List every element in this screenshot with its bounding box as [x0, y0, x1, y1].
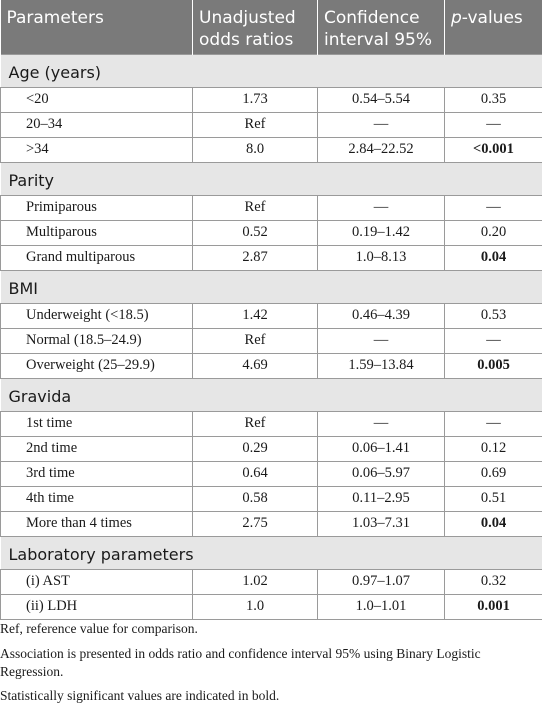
- p-value-cell: <0.001: [445, 137, 542, 162]
- footnote-association-line1: Association is presented in odds ratio and confidence interval 95% using Binary Logistic: [0, 646, 481, 661]
- section-title: Parity: [1, 162, 542, 195]
- footnote-significance: Statistically significant values are indicated in bold.: [0, 688, 280, 703]
- table-row: [1, 569, 542, 594]
- parameter-cell: <20: [1, 87, 193, 112]
- header-parameters: Parameters: [1, 0, 193, 54]
- section-row: [1, 536, 542, 569]
- section-title: Age (years): [1, 54, 542, 87]
- header-confidence-interval: Confidence interval 95%: [318, 0, 445, 54]
- confidence-interval-cell: 0.19–1.42: [318, 220, 445, 245]
- p-value-cell: —: [445, 112, 542, 137]
- p-value-cell: 0.005: [445, 353, 542, 378]
- table-row: [1, 112, 542, 137]
- odds-ratio-cell: 1.02: [193, 569, 318, 594]
- parameter-cell: (ii) LDH: [1, 594, 193, 619]
- table-row: [1, 195, 542, 220]
- confidence-interval-cell: 0.11–2.95: [318, 486, 445, 511]
- header-p-values: p-values: [445, 0, 542, 54]
- section-title: Gravida: [1, 378, 542, 411]
- odds-ratio-cell: 0.64: [193, 461, 318, 486]
- table-row: [1, 220, 542, 245]
- odds-ratio-cell: 1.73: [193, 87, 318, 112]
- odds-ratio-cell: Ref: [193, 195, 318, 220]
- section-row: [1, 54, 542, 87]
- confidence-interval-cell: 0.97–1.07: [318, 569, 445, 594]
- table-row: [1, 328, 542, 353]
- section-title: BMI: [1, 270, 542, 303]
- p-value-cell: 0.001: [445, 594, 542, 619]
- confidence-interval-cell: 1.59–13.84: [318, 353, 445, 378]
- table-row: [1, 245, 542, 270]
- parameter-cell: Underweight (<18.5): [1, 303, 193, 328]
- p-value-cell: 0.32: [445, 569, 542, 594]
- parameter-cell: Normal (18.5–24.9): [1, 328, 193, 353]
- odds-ratio-cell: 1.42: [193, 303, 318, 328]
- header-row: [1, 0, 542, 54]
- confidence-interval-cell: 1.0–8.13: [318, 245, 445, 270]
- p-value-cell: —: [445, 328, 542, 353]
- confidence-interval-cell: 0.06–5.97: [318, 461, 445, 486]
- odds-ratio-cell: Ref: [193, 112, 318, 137]
- parameter-cell: 4th time: [1, 486, 193, 511]
- parameter-cell: 20–34: [1, 112, 193, 137]
- odds-ratio-cell: 1.0: [193, 594, 318, 619]
- parameter-cell: 2nd time: [1, 436, 193, 461]
- footnote-ref: Ref, reference value for comparison.: [0, 621, 198, 636]
- p-value-cell: 0.04: [445, 511, 542, 536]
- confidence-interval-cell: 1.0–1.01: [318, 594, 445, 619]
- section-row: [1, 378, 542, 411]
- p-value-cell: 0.04: [445, 245, 542, 270]
- confidence-interval-cell: 1.03–7.31: [318, 511, 445, 536]
- odds-ratio-cell: 0.29: [193, 436, 318, 461]
- parameter-cell: Grand multiparous: [1, 245, 193, 270]
- odds-ratio-cell: Ref: [193, 328, 318, 353]
- table-row: [1, 303, 542, 328]
- parameter-cell: Overweight (25–29.9): [1, 353, 193, 378]
- confidence-interval-cell: —: [318, 411, 445, 436]
- p-value-cell: 0.20: [445, 220, 542, 245]
- table-row: [1, 353, 542, 378]
- odds-ratio-cell: 0.52: [193, 220, 318, 245]
- p-value-cell: 0.35: [445, 87, 542, 112]
- parameter-cell: Primiparous: [1, 195, 193, 220]
- parameter-cell: >34: [1, 137, 193, 162]
- table-row: [1, 594, 542, 619]
- confidence-interval-cell: 0.06–1.41: [318, 436, 445, 461]
- table-row: [1, 511, 542, 536]
- confidence-interval-cell: 0.46–4.39: [318, 303, 445, 328]
- odds-ratio-cell: Ref: [193, 411, 318, 436]
- p-value-cell: 0.69: [445, 461, 542, 486]
- confidence-interval-cell: 0.54–5.54: [318, 87, 445, 112]
- parameter-cell: Multiparous: [1, 220, 193, 245]
- odds-ratio-cell: 2.75: [193, 511, 318, 536]
- parameter-cell: 1st time: [1, 411, 193, 436]
- p-value-cell: —: [445, 195, 542, 220]
- table-header: [1, 0, 542, 54]
- table-row: [1, 486, 542, 511]
- p-value-cell: 0.53: [445, 303, 542, 328]
- odds-ratio-cell: 8.0: [193, 137, 318, 162]
- header-odds-ratios: Unadjusted odds ratios: [193, 0, 318, 54]
- confidence-interval-cell: 2.84–22.52: [318, 137, 445, 162]
- table-row: [1, 87, 542, 112]
- p-value-cell: —: [445, 411, 542, 436]
- odds-ratio-cell: 2.87: [193, 245, 318, 270]
- confidence-interval-cell: —: [318, 112, 445, 137]
- confidence-interval-cell: —: [318, 328, 445, 353]
- table-body: [1, 54, 542, 619]
- p-value-cell: 0.51: [445, 486, 542, 511]
- p-value-cell: 0.12: [445, 436, 542, 461]
- parameter-cell: More than 4 times: [1, 511, 193, 536]
- section-title: Laboratory parameters: [1, 536, 542, 569]
- odds-ratio-cell: 0.58: [193, 486, 318, 511]
- confidence-interval-cell: —: [318, 195, 445, 220]
- section-row: [1, 162, 542, 195]
- footnote-association-line2: Regression.: [0, 664, 64, 679]
- table-row: [1, 137, 542, 162]
- parameter-cell: 3rd time: [1, 461, 193, 486]
- odds-ratio-cell: 4.69: [193, 353, 318, 378]
- section-row: [1, 270, 542, 303]
- table-row: [1, 411, 542, 436]
- parameter-cell: (i) AST: [1, 569, 193, 594]
- table-row: [1, 436, 542, 461]
- table-row: [1, 461, 542, 486]
